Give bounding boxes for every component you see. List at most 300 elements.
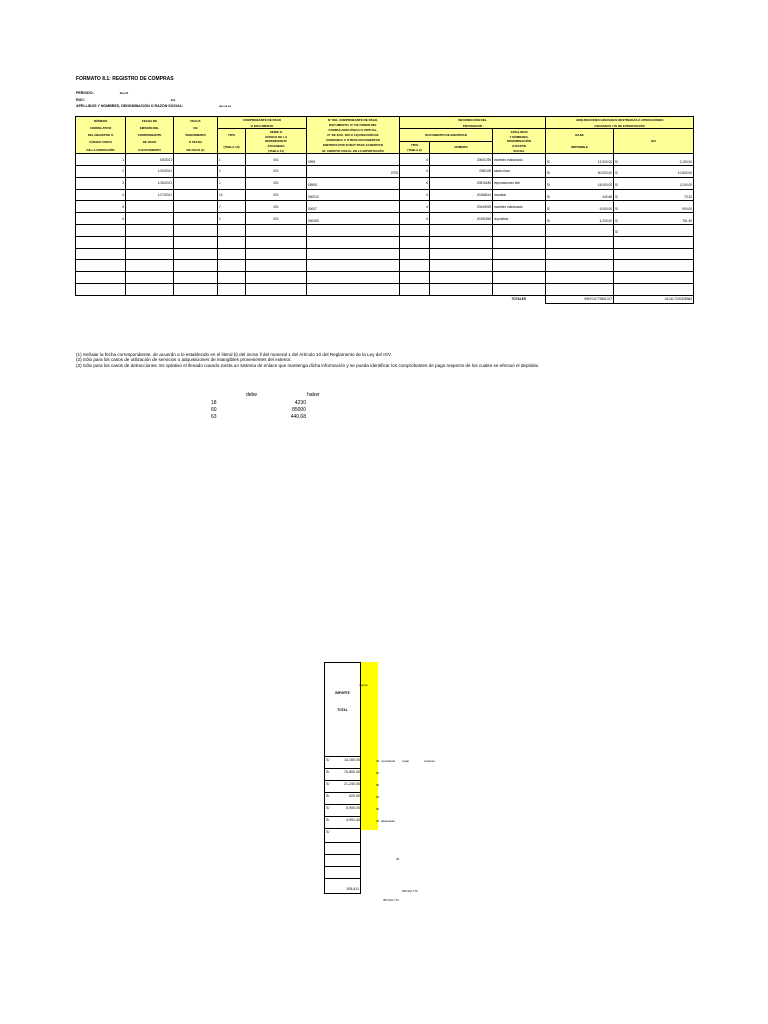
header-serie-line: (TABLA 11) bbox=[268, 148, 284, 153]
cell-empty bbox=[614, 236, 694, 248]
currency: S/ bbox=[326, 782, 330, 786]
cell-numero-comprobante bbox=[307, 213, 400, 225]
importe-row-divider bbox=[324, 842, 361, 843]
cell-tipo-doc: 6 bbox=[400, 213, 430, 225]
importe-row-divider bbox=[324, 804, 361, 805]
header-numero-line: NÚMERO bbox=[93, 118, 108, 123]
cell-empty bbox=[126, 272, 174, 284]
cell-tipo: 1 bbox=[218, 177, 246, 189]
cell-numero-doc: 20443095 bbox=[430, 201, 493, 213]
totals-spacer bbox=[400, 295, 430, 303]
comp-num: 05905 bbox=[308, 183, 317, 188]
header-numero-comp-line: COBRANZA U OTROS DOCUMENTOS bbox=[326, 138, 380, 143]
currency: S/ bbox=[547, 171, 551, 176]
base-value: 440.68 bbox=[602, 194, 613, 199]
total-note: 300,941,770 bbox=[402, 889, 418, 893]
header-tipo-doc-line: TIPO bbox=[410, 142, 418, 147]
header-tipo-documento bbox=[400, 141, 430, 153]
cell-numero-comprobante bbox=[307, 177, 400, 189]
cell-igv bbox=[614, 189, 694, 201]
row-note: mercaderia bbox=[381, 759, 395, 763]
header-numero-line: CORRELATIVO bbox=[89, 125, 112, 130]
table-row bbox=[76, 154, 694, 166]
cell-empty bbox=[307, 260, 400, 272]
cell-empty bbox=[218, 272, 246, 284]
importe-row-divider bbox=[324, 878, 361, 879]
header-apellidos-line: O RAZÓN bbox=[512, 144, 526, 149]
cell-tipo-doc: 6 bbox=[400, 201, 430, 213]
igv-value: 761.40 bbox=[682, 218, 693, 223]
cell-tipo bbox=[218, 224, 246, 236]
footnote-2: (2) Sólo para los casos de utilización de servicios o adquisiciones de intangibles provenientes del exterior. bbox=[76, 357, 292, 363]
cell-empty bbox=[546, 272, 614, 284]
header-base-line: IMPONIBLE bbox=[571, 145, 588, 150]
currency: S/ bbox=[547, 183, 551, 188]
cell-empty bbox=[246, 248, 307, 260]
cell-numero: 3 bbox=[76, 177, 126, 189]
cell-empty bbox=[546, 236, 614, 248]
razon-social-label: APELLIDOS Y NOMBRES, DENOMINACIÓN O RAZÓN SOCIAL: ane sa sa bbox=[76, 104, 231, 108]
cell-razon-social: muebles maldonado bbox=[493, 201, 546, 213]
cell-razon-social: santa clara bbox=[493, 165, 546, 177]
header-numero-line: DEL REGISTRO O bbox=[87, 133, 114, 138]
importe-row-divider bbox=[324, 792, 361, 793]
importe-value: 5,900.00 bbox=[346, 806, 360, 810]
cell-fecha-emision: 1/15/2021 bbox=[126, 177, 174, 189]
footnote-1: (1) Señalar la fecha correspondiente, de acuerdo a lo establecido en el literal b) del inciso ll del numeral 1 del Artículo 10 del Reglamento de la Ley del IGV. bbox=[76, 352, 392, 357]
header-serie-line: DEPENDENCIA bbox=[265, 139, 287, 144]
cell-empty bbox=[174, 260, 218, 272]
cuenta-code: 33 bbox=[376, 759, 380, 763]
cell-razon-social: muebles maldonado bbox=[493, 154, 546, 166]
ledger-cuenta-3: 63 bbox=[211, 414, 217, 420]
comp-num: 0995 bbox=[308, 159, 316, 164]
header-fecha-emision-line: DE PAGO bbox=[142, 140, 157, 145]
cell-numero-comprobante bbox=[307, 224, 400, 236]
cell-empty bbox=[246, 283, 307, 295]
cell-fecha-venc bbox=[174, 177, 218, 189]
cell-empty bbox=[76, 248, 126, 260]
header-adquisiciones-group bbox=[546, 117, 694, 129]
currency: S/ bbox=[547, 159, 551, 164]
comp-num: 00007 bbox=[308, 206, 317, 211]
cell-empty bbox=[76, 236, 126, 248]
cell-empty bbox=[430, 236, 493, 248]
importe-row-divider bbox=[324, 768, 361, 769]
ledger-haber-label: haber bbox=[307, 392, 320, 398]
cell-base-imponible bbox=[546, 154, 614, 166]
importe-row-divider bbox=[324, 854, 361, 855]
cell-empty bbox=[126, 260, 174, 272]
cell-empty bbox=[246, 236, 307, 248]
header-numero-comp-line: DOCUMENTO, N° DE ORDEN DEL bbox=[328, 122, 378, 127]
totals-label: TOTALES bbox=[511, 297, 527, 302]
totals-spacer bbox=[430, 295, 493, 303]
header-tipo-line: TIPO bbox=[227, 133, 235, 138]
table-row bbox=[76, 201, 694, 213]
header-base-line: BASE bbox=[575, 133, 584, 138]
cell-empty bbox=[430, 260, 493, 272]
cell-numero-doc: 20601W bbox=[430, 165, 493, 177]
cell-igv bbox=[614, 213, 694, 225]
header-apellidos-line: SOCIAL bbox=[513, 148, 525, 153]
igv-value: 900.00 bbox=[682, 206, 693, 211]
cell-empty bbox=[546, 248, 614, 260]
table-row bbox=[76, 283, 694, 295]
cell-empty bbox=[174, 236, 218, 248]
cell-numero-doc: 20515185 bbox=[430, 177, 493, 189]
header-base-imponible bbox=[546, 129, 614, 154]
currency: S/ bbox=[547, 218, 551, 223]
importe-header: IMPORTE bbox=[335, 691, 350, 695]
cell-base-imponible bbox=[546, 224, 614, 236]
cell-empty bbox=[614, 283, 694, 295]
cell-empty bbox=[493, 248, 546, 260]
cell-tipo-doc: 6 bbox=[400, 165, 430, 177]
cell-empty bbox=[174, 248, 218, 260]
cell-numero-doc: 20166614 bbox=[430, 189, 493, 201]
cell-base-imponible bbox=[546, 201, 614, 213]
cell-igv bbox=[614, 224, 694, 236]
header-fecha-emision-line: FECHA DE bbox=[141, 118, 158, 123]
cell-empty bbox=[307, 283, 400, 295]
igv-value: 2,160.00 bbox=[679, 159, 693, 164]
importe-value: 70,800.00 bbox=[344, 770, 360, 774]
cell-serie: 001 bbox=[246, 201, 307, 213]
cell-empty bbox=[218, 248, 246, 260]
header-fecha-venc-line: O FECHA bbox=[188, 140, 203, 145]
cell-fecha-emision: 1/10/2021 bbox=[126, 165, 174, 177]
cell-fecha-emision bbox=[126, 224, 174, 236]
currency: S/ bbox=[326, 830, 330, 834]
cell-empty bbox=[174, 272, 218, 284]
ledger-valor-1: 4230 bbox=[294, 400, 306, 406]
cell-empty bbox=[400, 272, 430, 284]
cell-razon-social bbox=[493, 224, 546, 236]
header-numero-comp-line: FORMULARIO FÍSICO O VIRTUAL, bbox=[328, 127, 378, 132]
igv-value: 79.32 bbox=[684, 194, 693, 199]
cell-fecha-venc bbox=[174, 189, 218, 201]
totals-spacer bbox=[76, 295, 126, 303]
ledger-debe-label: debe bbox=[246, 392, 258, 398]
header-apellidos bbox=[493, 129, 546, 154]
cell-empty bbox=[400, 283, 430, 295]
cell-empty bbox=[546, 283, 614, 295]
document-title: FORMATO 8.1: REGISTRO DE COMPRAS bbox=[76, 76, 174, 82]
total-note-2: 352,941,770 bbox=[383, 898, 399, 902]
cell-numero bbox=[76, 224, 126, 236]
totals-spacer bbox=[246, 295, 307, 303]
importe-row-divider bbox=[324, 780, 361, 781]
cell-empty bbox=[614, 248, 694, 260]
importe-value: 21,240.00 bbox=[344, 782, 360, 786]
cell-numero: 4 bbox=[76, 189, 126, 201]
ruc-label: RUC: Ent. bbox=[76, 98, 176, 102]
header-comprobante-line: COMPROBANTE DE PAGO bbox=[242, 117, 282, 122]
cell-empty bbox=[246, 260, 307, 272]
header-proveedor-line: INFORMACIÓN DEL bbox=[458, 117, 487, 122]
comp-num: 000459 bbox=[308, 218, 319, 223]
base-value: 12,000.00 bbox=[597, 159, 613, 164]
cell-serie: 001 bbox=[246, 165, 307, 177]
igv-value: 10,800.00 bbox=[677, 171, 693, 176]
totals-spacer bbox=[174, 295, 218, 303]
currency: S/ bbox=[615, 171, 619, 176]
cell-razon-social: importaciones beti bbox=[493, 177, 546, 189]
cell-empty bbox=[430, 272, 493, 284]
table-row bbox=[76, 224, 694, 236]
cell-numero: 5 bbox=[76, 201, 126, 213]
header-numero-documento: NÚMERO bbox=[430, 141, 493, 153]
header-proveedor-group bbox=[400, 117, 546, 129]
currency: S/ bbox=[326, 794, 330, 798]
header-apellidos-line: APELLIDOS bbox=[510, 129, 528, 134]
cell-empty bbox=[218, 260, 246, 272]
cell-serie: 001 bbox=[246, 154, 307, 166]
cell-empty bbox=[76, 283, 126, 295]
header-proveedor-line: PROVEEDOR bbox=[462, 123, 483, 128]
cell-empty bbox=[614, 260, 694, 272]
cell-empty bbox=[400, 248, 430, 260]
cell-razon-social: movistar bbox=[493, 189, 546, 201]
totals-row bbox=[76, 295, 694, 303]
cell-empty bbox=[400, 260, 430, 272]
cell-base-imponible bbox=[546, 189, 614, 201]
header-serie-line: CÓDIGO DE LA bbox=[264, 134, 287, 139]
header-documento-identidad: DOCUMENTO DE IDENTIDAD bbox=[400, 129, 493, 141]
comp-num-2: 0705 bbox=[390, 171, 398, 176]
base-value: 5,000.00 bbox=[599, 206, 613, 211]
table-row bbox=[76, 177, 694, 189]
ledger-valor-3: 440.68 bbox=[290, 414, 306, 420]
header-adquisiciones-line: ADQUISICIONES GRAVADAS DESTINADAS A OPERACIONES bbox=[575, 117, 664, 122]
header-tipo-line: (TABLA 10) bbox=[223, 145, 240, 150]
currency: S/ bbox=[326, 818, 330, 822]
header-serie-line: SERIE O bbox=[269, 129, 283, 134]
cell-fecha-venc bbox=[174, 224, 218, 236]
row-note-2: mojar bbox=[402, 759, 409, 763]
importe-row-divider bbox=[324, 866, 361, 867]
currency: S/ bbox=[326, 770, 330, 774]
cell-base-imponible bbox=[546, 213, 614, 225]
cell-tipo: 1 bbox=[218, 154, 246, 166]
cuenta-code: 60 bbox=[376, 771, 380, 775]
total-base-imponible: 89670.6779661017 bbox=[546, 295, 614, 303]
cell-empty bbox=[76, 260, 126, 272]
cell-empty bbox=[218, 236, 246, 248]
cell-tipo-doc bbox=[400, 224, 430, 236]
footnote-3: (3) Sólo para los casos de detracciones. Es optativo el llenado cuando exista un sistema de enlace que mantenga dicha información y se pueda identificar los comprobantes de pago respecto de los cuales se efectuó el depósito. bbox=[76, 362, 540, 368]
cell-empty bbox=[76, 272, 126, 284]
cell-numero-doc: 20151565 bbox=[430, 213, 493, 225]
cell-empty bbox=[430, 283, 493, 295]
cell-tipo: 1 bbox=[218, 213, 246, 225]
header-comprobante-line: O DOCUMENTO bbox=[250, 123, 274, 128]
comp-num: 000010 bbox=[308, 194, 319, 199]
header-numero-comp-line: N° DEL COMPROBANTE DE PAGO, bbox=[327, 117, 379, 122]
header-fecha-emision bbox=[126, 117, 174, 154]
cell-empty bbox=[307, 248, 400, 260]
importe-value: 4,991.40 bbox=[346, 818, 360, 822]
header-apellidos-line: DENOMINACIÓN bbox=[507, 139, 531, 144]
row-note-3: ventaner bbox=[424, 759, 435, 763]
cell-fecha-emision bbox=[126, 213, 174, 225]
header-fecha-venc-line: FECHA bbox=[190, 118, 201, 123]
importe-value: 520.00 bbox=[349, 794, 360, 798]
cell-fecha-emision: 1/6/2021 bbox=[126, 154, 174, 166]
importe-total-box bbox=[324, 662, 361, 894]
cuenta-highlight-column bbox=[361, 662, 378, 830]
cell-tipo-doc: 6 bbox=[400, 189, 430, 201]
cell-igv bbox=[614, 154, 694, 166]
cell-igv bbox=[614, 177, 694, 189]
importe-grand-total: 105,611 bbox=[346, 887, 359, 891]
cuenta-code: 60 bbox=[376, 807, 380, 811]
total-igv: 16140.7220338983 bbox=[614, 295, 694, 303]
ledger-valor-2: 85000 bbox=[292, 407, 306, 413]
cell-tipo: 14 bbox=[218, 189, 246, 201]
header-numero-comp-line: EL CRÉDITO FISCAL EN LA IMPORTACIÓN bbox=[322, 148, 384, 153]
cell-numero-doc: 20601298 bbox=[430, 154, 493, 166]
cell-serie: 001 bbox=[246, 177, 307, 189]
cell-igv bbox=[614, 201, 694, 213]
cell-empty bbox=[126, 248, 174, 260]
table-row bbox=[76, 189, 694, 201]
ledger-cuenta-2: 60 bbox=[211, 407, 217, 413]
currency: S/ bbox=[547, 194, 551, 199]
cell-fecha-emision: 1/17/2021 bbox=[126, 189, 174, 201]
table-row bbox=[76, 213, 694, 225]
totals-spacer bbox=[218, 295, 246, 303]
cell-serie: 001 bbox=[246, 213, 307, 225]
cell-empty bbox=[430, 248, 493, 260]
header-tipo-doc-line: (TABLA 2) bbox=[407, 148, 422, 153]
cell-fecha-venc bbox=[174, 213, 218, 225]
cell-empty bbox=[493, 260, 546, 272]
cuenta-code: 63 bbox=[376, 795, 380, 799]
periodo-label: PERIODO: Ene-21 bbox=[76, 91, 129, 95]
cell-fecha-emision bbox=[126, 201, 174, 213]
header-adquisiciones-line: GRAVADAS Y/O DE EXPORTACIÓN bbox=[594, 123, 645, 128]
cell-empty bbox=[174, 283, 218, 295]
cell-empty bbox=[246, 272, 307, 284]
table-row bbox=[76, 260, 694, 272]
header-fecha-emision-line: EMISIÓN DEL bbox=[139, 125, 160, 130]
header-numero-comp-line: EMITIDOS POR SUNAT PARA ACREDITAR bbox=[323, 143, 383, 148]
importe-row-divider bbox=[324, 816, 361, 817]
cell-base-imponible bbox=[546, 177, 614, 189]
cell-numero: 6 bbox=[76, 213, 126, 225]
currency: S/ bbox=[547, 206, 551, 211]
cell-numero: 1 bbox=[76, 154, 126, 166]
cell-empty bbox=[307, 272, 400, 284]
igv-value: 3,240.00 bbox=[679, 183, 693, 188]
currency: S/ bbox=[615, 206, 619, 211]
cell-tipo: 1 bbox=[218, 165, 246, 177]
header-fecha-emision-line: O DOCUMENTO bbox=[138, 147, 161, 152]
cell-base-imponible bbox=[546, 165, 614, 177]
cell-numero: 2 bbox=[76, 165, 126, 177]
header-fecha-venc-line: DE PAGO (1) bbox=[186, 147, 205, 152]
periodo-value: Ene-21 bbox=[119, 92, 129, 95]
row-note: adelantado bbox=[381, 819, 395, 823]
header-numero-comprobante bbox=[307, 117, 400, 154]
importe-row-divider bbox=[324, 756, 361, 757]
currency: S/ bbox=[615, 218, 619, 223]
currency: S/ bbox=[615, 194, 619, 199]
razon-social-value: ane sa sa bbox=[219, 105, 231, 108]
base-value: 18,000.00 bbox=[597, 183, 613, 188]
currency: S/ bbox=[615, 230, 619, 235]
total-header: TOTAL bbox=[337, 708, 348, 712]
table-row bbox=[76, 236, 694, 248]
cell-tipo-doc: 6 bbox=[400, 154, 430, 166]
cell-fecha-venc bbox=[174, 201, 218, 213]
cell-numero-comprobante bbox=[307, 201, 400, 213]
table-row bbox=[76, 272, 694, 284]
cell-empty bbox=[614, 272, 694, 284]
header-serie-line: ADUANERA bbox=[267, 144, 285, 149]
cell-fecha-venc bbox=[174, 165, 218, 177]
cuenta-code: 60 bbox=[376, 783, 380, 787]
totals-spacer bbox=[126, 295, 174, 303]
cell-serie bbox=[246, 224, 307, 236]
header-fecha-vencimiento bbox=[174, 117, 218, 154]
table-row bbox=[76, 248, 694, 260]
cell-empty bbox=[493, 236, 546, 248]
cell-empty bbox=[493, 283, 546, 295]
currency: S/ bbox=[615, 159, 619, 164]
cuenta-code: 18 bbox=[376, 819, 380, 823]
ruc-value: Ent. bbox=[170, 99, 176, 102]
cell-empty bbox=[126, 236, 174, 248]
header-numero bbox=[76, 117, 126, 154]
header-fecha-venc-line: VENCIMIENTO bbox=[185, 133, 206, 138]
cell-numero-doc bbox=[430, 224, 493, 236]
header-comprobante-group bbox=[218, 117, 307, 129]
importe-value: 14,160.00 bbox=[344, 758, 360, 762]
cell-empty bbox=[307, 236, 400, 248]
registro-compras-table bbox=[75, 116, 694, 304]
base-value: 60,000.00 bbox=[597, 171, 613, 176]
currency: S/ bbox=[615, 183, 619, 188]
cell-igv bbox=[614, 165, 694, 177]
header-tipo-comprobante bbox=[218, 129, 246, 154]
side-number: 26 bbox=[396, 857, 400, 861]
cell-empty bbox=[546, 260, 614, 272]
ledger-cuenta-1: 18 bbox=[211, 400, 217, 406]
header-fecha-venc-line: DE bbox=[193, 125, 198, 130]
cell-empty bbox=[126, 283, 174, 295]
cell-numero-comprobante bbox=[307, 189, 400, 201]
cell-tipo: 7 bbox=[218, 201, 246, 213]
header-igv: IGV bbox=[614, 129, 694, 154]
header-numero-comp-line: N° DE DUA, DSI O LIQUIDACIÓN DE bbox=[327, 133, 379, 138]
totals-spacer bbox=[307, 295, 400, 303]
cell-razon-social: la positiva bbox=[493, 213, 546, 225]
table-row bbox=[76, 165, 694, 177]
currency: S/ bbox=[326, 758, 330, 762]
header-numero-line: CÓDIGO UNICO bbox=[89, 140, 112, 145]
cell-tipo-doc: 6 bbox=[400, 177, 430, 189]
cell-empty bbox=[493, 272, 546, 284]
cell-numero-comprobante bbox=[307, 154, 400, 166]
importe-row-divider bbox=[324, 828, 361, 829]
base-value: 4,230.00 bbox=[599, 218, 613, 223]
footnotes bbox=[76, 352, 540, 368]
header-apellidos-line: Y NOMBRES, bbox=[509, 134, 529, 139]
cell-fecha-venc bbox=[174, 154, 218, 166]
